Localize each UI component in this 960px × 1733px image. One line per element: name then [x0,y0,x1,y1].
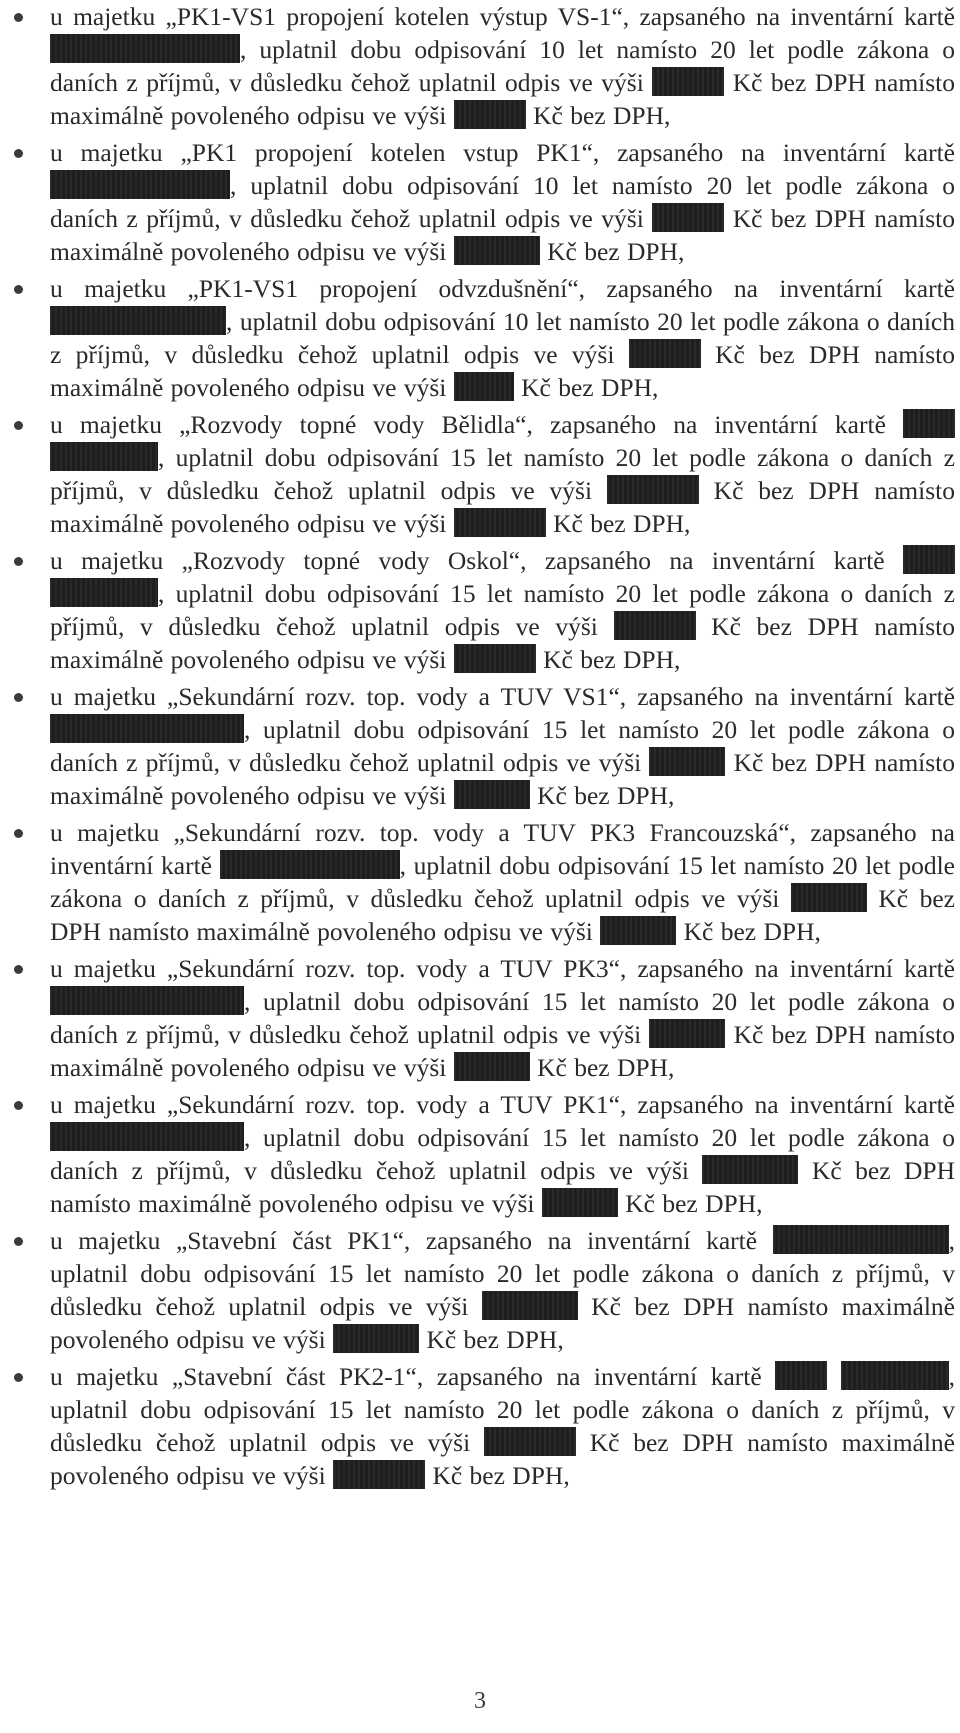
redaction-box [454,780,530,809]
redaction-box [903,545,955,574]
list-item [50,0,955,132]
item-text: Kč bez DPH, [535,645,681,674]
bullet-icon [14,285,23,294]
redaction-box [652,203,724,232]
item-text: u majetku „PK1-VS1 propojení odvzdušnění“, zapsaného na inventární kartě [50,274,955,303]
item-text: u majetku „Rozvody topné vody Oskol“, zapsaného na inventární kartě [50,546,903,575]
list-item [50,1360,955,1492]
item-text: u majetku „Sekundární rozv. top. vody a TUV VS1“, zapsaného na inventární kartě [50,682,955,711]
item-text: , uplatnil dobu odpisování 15 let namísto 20 let podle zákona o daních z příjmů, v důsledku čehož uplatnil odpis ve výši [50,715,955,777]
item-text: Kč bez DPH, [617,1189,763,1218]
item-text: u majetku „Stavební část PK2-1“, zapsaného na inventární kartě [50,1362,776,1391]
list-item [50,1088,955,1220]
list-item [50,544,955,676]
item-text: u majetku „Sekundární rozv. top. vody a TUV PK1“, zapsaného na inventární kartě [50,1090,955,1119]
list-item [50,680,955,812]
redaction-box [607,475,699,504]
item-text: , uplatnil dobu odpisování 15 let namísto 20 let podle zákona o daních z příjmů, v důsledku čehož uplatnil odpis ve výši [50,1226,955,1321]
bullet-icon [14,557,23,566]
redaction-box [773,1225,949,1254]
redaction-box [841,1361,949,1390]
item-text: , uplatnil dobu odpisování 15 let namísto 20 let podle zákona o daních z příjmů, v důsledku čehož uplatnil odpis ve výši [50,851,955,913]
redaction-box [50,986,244,1015]
redaction-box [649,747,725,776]
redaction-box [649,1019,725,1048]
page-number: 3 [474,1688,486,1714]
item-text: , uplatnil dobu odpisování 10 let namísto 20 let podle zákona o daních z příjmů, v důsledku čehož uplatnil odpis ve výši [50,171,955,233]
redaction-box [50,578,158,607]
bullet-icon [14,1373,23,1382]
redaction-box [50,34,240,63]
item-text: u majetku „Rozvody topné vody Bělidla“, zapsaného na inventární kartě [50,410,903,439]
list-item [50,136,955,268]
item-text [827,1362,840,1391]
item-text: , uplatnil dobu odpisování 10 let namísto 20 let podle zákona o daních z příjmů, v důsledku čehož uplatnil odpis ve výši [50,307,955,369]
redaction-box [50,170,230,199]
item-text: Kč bez DPH, [529,781,675,810]
redaction-box [702,1155,798,1184]
redaction-box [50,306,226,335]
asset-list [50,0,955,1496]
item-text: Kč bez DPH, [419,1325,564,1354]
redaction-box [50,442,158,471]
bullet-icon [14,149,23,158]
item-text: u majetku „Stavební část PK1“, zapsaného na inventární kartě [50,1226,773,1255]
redaction-box [652,67,724,96]
redaction-box [629,339,701,368]
item-text: Kč bez DPH namísto maximálně povoleného odpisu ve výši [50,1428,955,1490]
item-text: , uplatnil dobu odpisování 15 let namísto 20 let podle zákona o daních z příjmů, v důsledku čehož uplatnil odpis ve výši [50,1123,955,1185]
item-text: Kč bez DPH, [676,917,821,946]
item-text: Kč bez DPH, [529,1053,675,1082]
redaction-box [903,409,955,438]
bullet-icon [14,1237,23,1246]
redaction-box [454,236,540,265]
item-text: Kč bez DPH, [513,373,659,402]
item-text: Kč bez DPH, [539,237,685,266]
list-item [50,816,955,948]
item-text: Kč bez DPH namísto maximálně povoleného odpisu ve výši [50,204,955,266]
bullet-icon [14,693,23,702]
item-text: , uplatnil dobu odpisování 15 let namísto 20 let podle zákona o daních z příjmů, v důsledku čehož uplatnil odpis ve výši [50,443,955,505]
redaction-box [542,1188,618,1217]
redaction-box [454,644,536,673]
bullet-icon [14,829,23,838]
redaction-box [50,1122,244,1151]
bullet-icon [14,1101,23,1110]
redaction-box [333,1460,425,1489]
redaction-box [454,372,514,401]
item-text: Kč bez DPH, [545,509,691,538]
item-text: , uplatnil dobu odpisování 15 let namísto 20 let podle zákona o daních z příjmů, v důsledku čehož uplatnil odpis ve výši [50,987,955,1049]
item-text: Kč bez DPH namísto maximálně povoleného odpisu ve výši [50,68,955,130]
item-text: Kč bez DPH namísto maximálně povoleného odpisu ve výši [50,748,955,810]
redaction-box [454,1052,530,1081]
item-text: Kč bez DPH namísto maximálně povoleného odpisu ve výši [50,340,955,402]
item-text: , uplatnil dobu odpisování 15 let namísto 20 let podle zákona o daních z příjmů, v důsledku čehož uplatnil odpis ve výši [50,579,955,641]
redaction-box [484,1427,576,1456]
list-item [50,272,955,404]
list-item [50,1224,955,1356]
item-text: Kč bez DPH, [525,101,671,130]
item-text: Kč bez DPH namísto maximálně povoleného odpisu ve výši [50,1292,956,1354]
item-text: u majetku „Sekundární rozv. top. vody a TUV PK3“, zapsaného na inventární kartě [50,954,955,983]
item-text: , uplatnil dobu odpisování 15 let namísto 20 let podle zákona o daních z příjmů, v důsledku čehož uplatnil odpis ve výši [50,1362,956,1457]
redaction-box [333,1324,419,1353]
item-text: Kč bez DPH namísto maximálně povoleného odpisu ve výši [50,476,955,538]
redaction-box [482,1291,578,1320]
redaction-box [220,850,400,879]
item-text: Kč bez DPH, [425,1461,570,1490]
list-item [50,408,955,540]
redaction-box [775,1361,827,1390]
item-text: Kč bez DPH namísto maximálně povoleného odpisu ve výši [50,1156,955,1218]
redaction-box [614,611,696,640]
redaction-box [454,508,546,537]
bullet-icon [14,421,23,430]
redaction-box [791,883,867,912]
redaction-box [454,100,526,129]
item-text: Kč bez DPH namísto maximálně povoleného odpisu ve výši [50,884,955,946]
list-item [50,952,955,1084]
item-text: u majetku „PK1 propojení kotelen vstup PK1“, zapsaného na inventární kartě [50,138,955,167]
item-text: Kč bez DPH namísto maximálně povoleného odpisu ve výši [50,612,955,674]
item-text: u majetku „PK1-VS1 propojení kotelen výstup VS-1“, zapsaného na inventární kartě [50,2,955,31]
item-text: Kč bez DPH namísto maximálně povoleného odpisu ve výši [50,1020,955,1082]
redaction-box [50,714,244,743]
redaction-box [600,916,676,945]
bullet-icon [14,13,23,22]
item-text: u majetku „Sekundární rozv. top. vody a TUV PK3 Francouzská“, zapsaného na inventární kartě [50,818,955,880]
bullet-icon [14,965,23,974]
item-text: , uplatnil dobu odpisování 10 let namísto 20 let podle zákona o daních z příjmů, v důsledku čehož uplatnil odpis ve výši [50,35,955,97]
